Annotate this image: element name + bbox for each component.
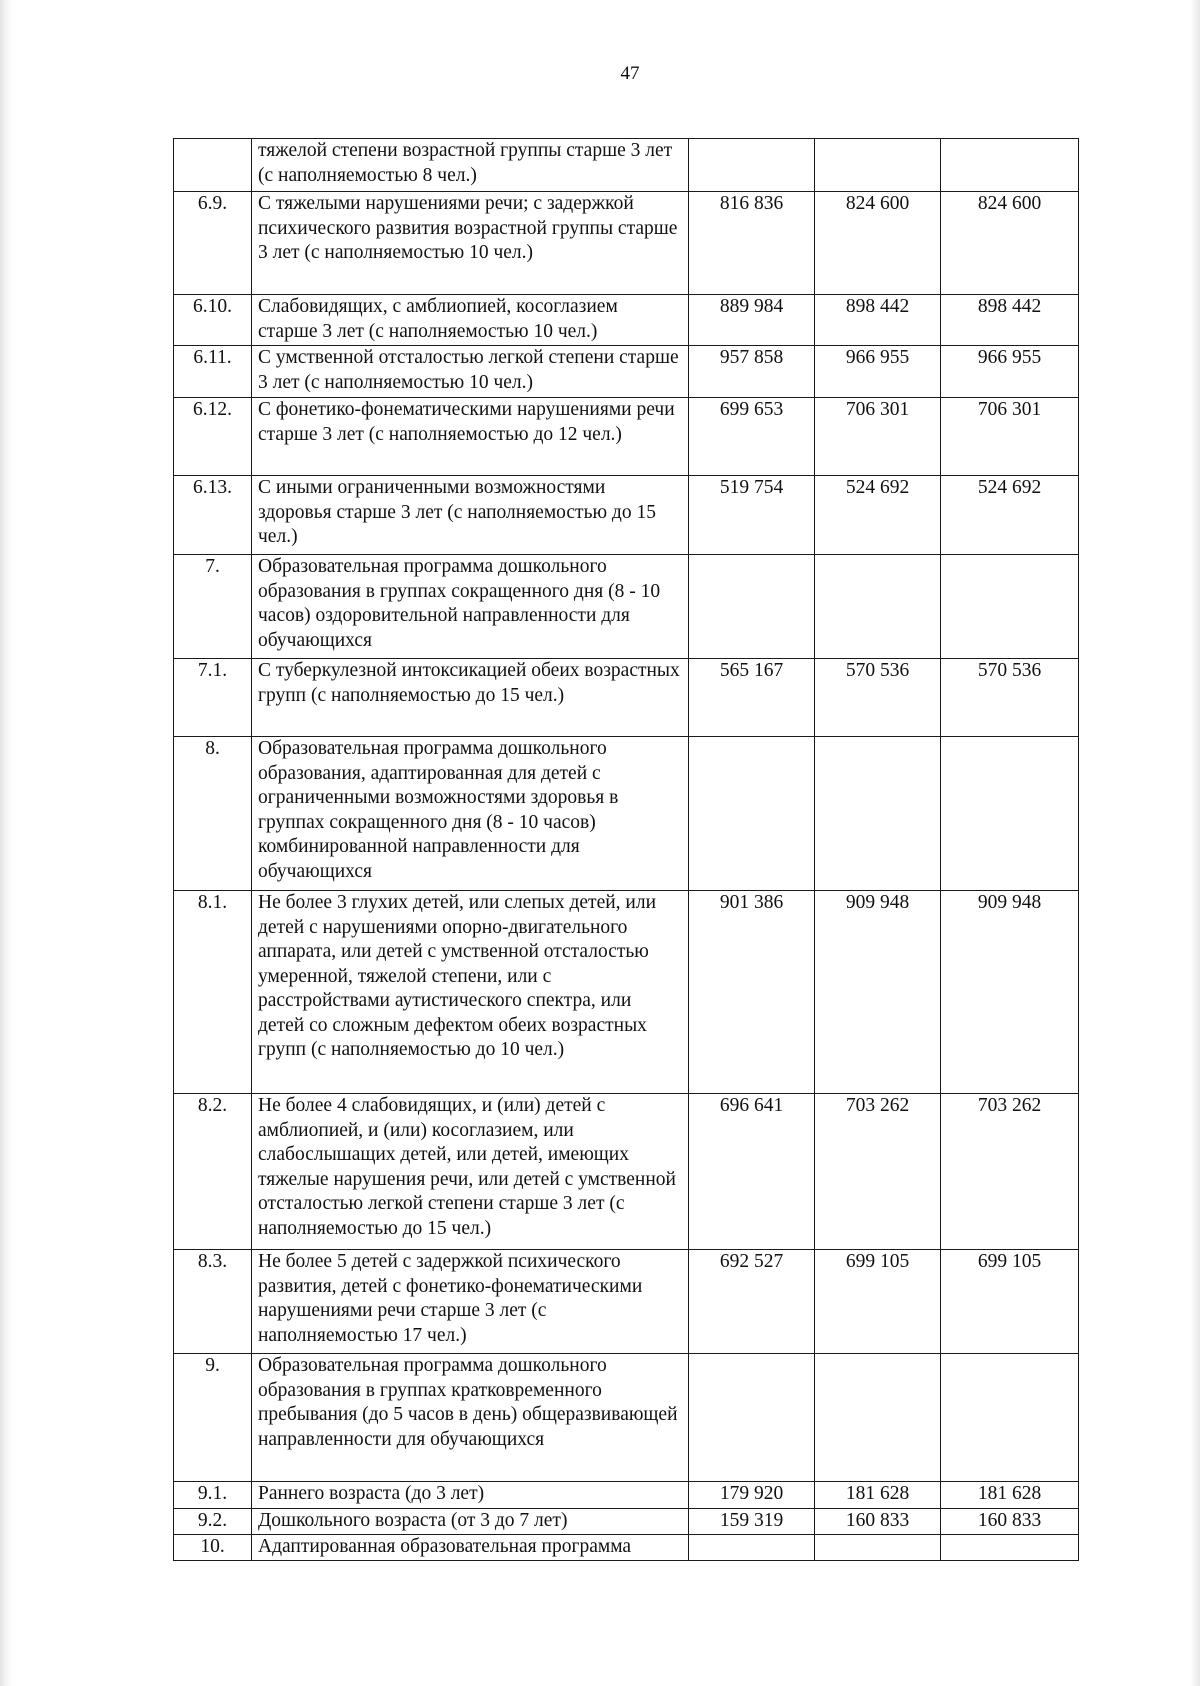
row-value-3: 898 442 <box>941 295 1079 346</box>
row-number: 8. <box>174 737 252 891</box>
table-row <box>174 1509 1079 1535</box>
row-number: 6.11. <box>174 346 252 398</box>
row-description: Не более 4 слабовидящих, и (или) детей с амблиопией, и (или) косоглазием, или слабослышащих детей, или детей, имеющих тяжелые нарушения речи, или детей с умственной отсталостью легкой степени старше 3 лет (с наполняемостью до 15 чел.) <box>252 1094 689 1250</box>
page-number: 47 <box>620 63 640 84</box>
row-value-1: 159 319 <box>689 1509 815 1535</box>
row-value-2: 699 105 <box>815 1250 941 1354</box>
row-number: 7. <box>174 555 252 659</box>
row-value-1: 692 527 <box>689 1250 815 1354</box>
row-value-2 <box>815 139 941 192</box>
row-value-2: 898 442 <box>815 295 941 346</box>
row-value-1: 179 920 <box>689 1482 815 1509</box>
table-row <box>174 737 1079 891</box>
row-value-3: 160 833 <box>941 1509 1079 1535</box>
row-value-1: 901 386 <box>689 891 815 1094</box>
row-description: Не более 5 детей с задержкой психического развития, детей с фонетико-фонематическими нарушениями речи старше 3 лет (с наполняемостью 17 чел.) <box>252 1250 689 1354</box>
row-value-3: 570 536 <box>941 659 1079 737</box>
table-row <box>174 891 1079 1094</box>
row-number: 10. <box>174 1535 252 1561</box>
row-value-3: 824 600 <box>941 192 1079 295</box>
row-description: Образовательная программа дошкольного образования в группах сокращенного дня (8 - 10 часов) оздоровительной направленности для обучающихся <box>252 555 689 659</box>
row-value-3 <box>941 737 1079 891</box>
row-value-3: 706 301 <box>941 398 1079 476</box>
row-value-2 <box>815 1354 941 1482</box>
row-value-2: 966 955 <box>815 346 941 398</box>
row-value-3: 699 105 <box>941 1250 1079 1354</box>
row-number: 8.3. <box>174 1250 252 1354</box>
row-description: Адаптированная образовательная программа <box>252 1535 689 1561</box>
row-description: Раннего возраста (до 3 лет) <box>252 1482 689 1509</box>
row-description: С туберкулезной интоксикацией обеих возрастных групп (с наполняемостью до 15 чел.) <box>252 659 689 737</box>
row-value-2: 160 833 <box>815 1509 941 1535</box>
row-description: Дошкольного возраста (от 3 до 7 лет) <box>252 1509 689 1535</box>
table-row <box>174 192 1079 295</box>
table-row <box>174 398 1079 476</box>
scan-edge-right <box>1190 0 1200 1686</box>
row-number: 7.1. <box>174 659 252 737</box>
row-value-3: 703 262 <box>941 1094 1079 1250</box>
table-row <box>174 295 1079 346</box>
table-row <box>174 1535 1079 1561</box>
row-number: 6.12. <box>174 398 252 476</box>
row-value-2 <box>815 737 941 891</box>
row-value-2: 706 301 <box>815 398 941 476</box>
table-row <box>174 1094 1079 1250</box>
table-row <box>174 476 1079 555</box>
row-value-3 <box>941 1354 1079 1482</box>
row-value-3 <box>941 555 1079 659</box>
row-value-3 <box>941 139 1079 192</box>
row-value-2: 824 600 <box>815 192 941 295</box>
table-row <box>174 1482 1079 1509</box>
row-value-2: 181 628 <box>815 1482 941 1509</box>
row-number: 6.13. <box>174 476 252 555</box>
row-number: 8.1. <box>174 891 252 1094</box>
table-row <box>174 1354 1079 1482</box>
row-value-1 <box>689 139 815 192</box>
row-description: С тяжелыми нарушениями речи; с задержкой психического развития возрастной группы старше 3 лет (с наполняемостью 10 чел.) <box>252 192 689 295</box>
row-value-3: 966 955 <box>941 346 1079 398</box>
row-value-1 <box>689 1535 815 1561</box>
row-value-1 <box>689 1354 815 1482</box>
row-value-3: 909 948 <box>941 891 1079 1094</box>
row-value-3 <box>941 1535 1079 1561</box>
row-number: 9.1. <box>174 1482 252 1509</box>
row-value-1: 816 836 <box>689 192 815 295</box>
row-value-2: 703 262 <box>815 1094 941 1250</box>
row-value-2 <box>815 555 941 659</box>
row-value-3: 181 628 <box>941 1482 1079 1509</box>
row-description: Образовательная программа дошкольного образования в группах кратковременного пребывания (до 5 часов в день) общеразвивающей направленности для обучающихся <box>252 1354 689 1482</box>
row-description: С фонетико-фонематическими нарушениями речи старше 3 лет (с наполняемостью до 12 чел.) <box>252 398 689 476</box>
row-description: Не более 3 глухих детей, или слепых детей, или детей с нарушениями опорно-двигательного аппарата, или детей с умственной отсталостью умеренной, тяжелой степени, или с расстройствами аутистического спектра, или детей со сложным дефектом обеих возрастных групп (с наполняемостью до 10 чел.) <box>252 891 689 1094</box>
row-description: С умственной отсталостью легкой степени старше 3 лет (с наполняемостью 10 чел.) <box>252 346 689 398</box>
row-number: 9.2. <box>174 1509 252 1535</box>
scan-edge-left <box>0 0 14 1686</box>
table-row <box>174 555 1079 659</box>
table-row <box>174 1250 1079 1354</box>
row-value-1: 889 984 <box>689 295 815 346</box>
table-row <box>174 139 1079 192</box>
row-number: 8.2. <box>174 1094 252 1250</box>
row-description: Образовательная программа дошкольного образования, адаптированная для детей с ограниченными возможностями здоровья в группах сокращенного дня (8 - 10 часов) комбинированной направленности для обучающихся <box>252 737 689 891</box>
row-description: тяжелой степени возрастной группы старше 3 лет (с наполняемостью 8 чел.) <box>252 139 689 192</box>
row-number: 6.9. <box>174 192 252 295</box>
table-row <box>174 346 1079 398</box>
row-value-2: 524 692 <box>815 476 941 555</box>
row-value-1: 957 858 <box>689 346 815 398</box>
row-value-1: 565 167 <box>689 659 815 737</box>
row-number: 6.10. <box>174 295 252 346</box>
row-value-1: 519 754 <box>689 476 815 555</box>
row-value-3: 524 692 <box>941 476 1079 555</box>
row-value-1: 696 641 <box>689 1094 815 1250</box>
row-number: 9. <box>174 1354 252 1482</box>
table-row <box>174 659 1079 737</box>
row-number <box>174 139 252 192</box>
row-value-2: 909 948 <box>815 891 941 1094</box>
tariff-table <box>173 138 1079 1561</box>
row-description: Слабовидящих, с амблиопией, косоглазием старше 3 лет (с наполняемостью 10 чел.) <box>252 295 689 346</box>
row-value-2 <box>815 1535 941 1561</box>
row-description: С иными ограниченными возможностями здоровья старше 3 лет (с наполняемостью до 15 чел.) <box>252 476 689 555</box>
row-value-1 <box>689 737 815 891</box>
row-value-1: 699 653 <box>689 398 815 476</box>
row-value-1 <box>689 555 815 659</box>
row-value-2: 570 536 <box>815 659 941 737</box>
